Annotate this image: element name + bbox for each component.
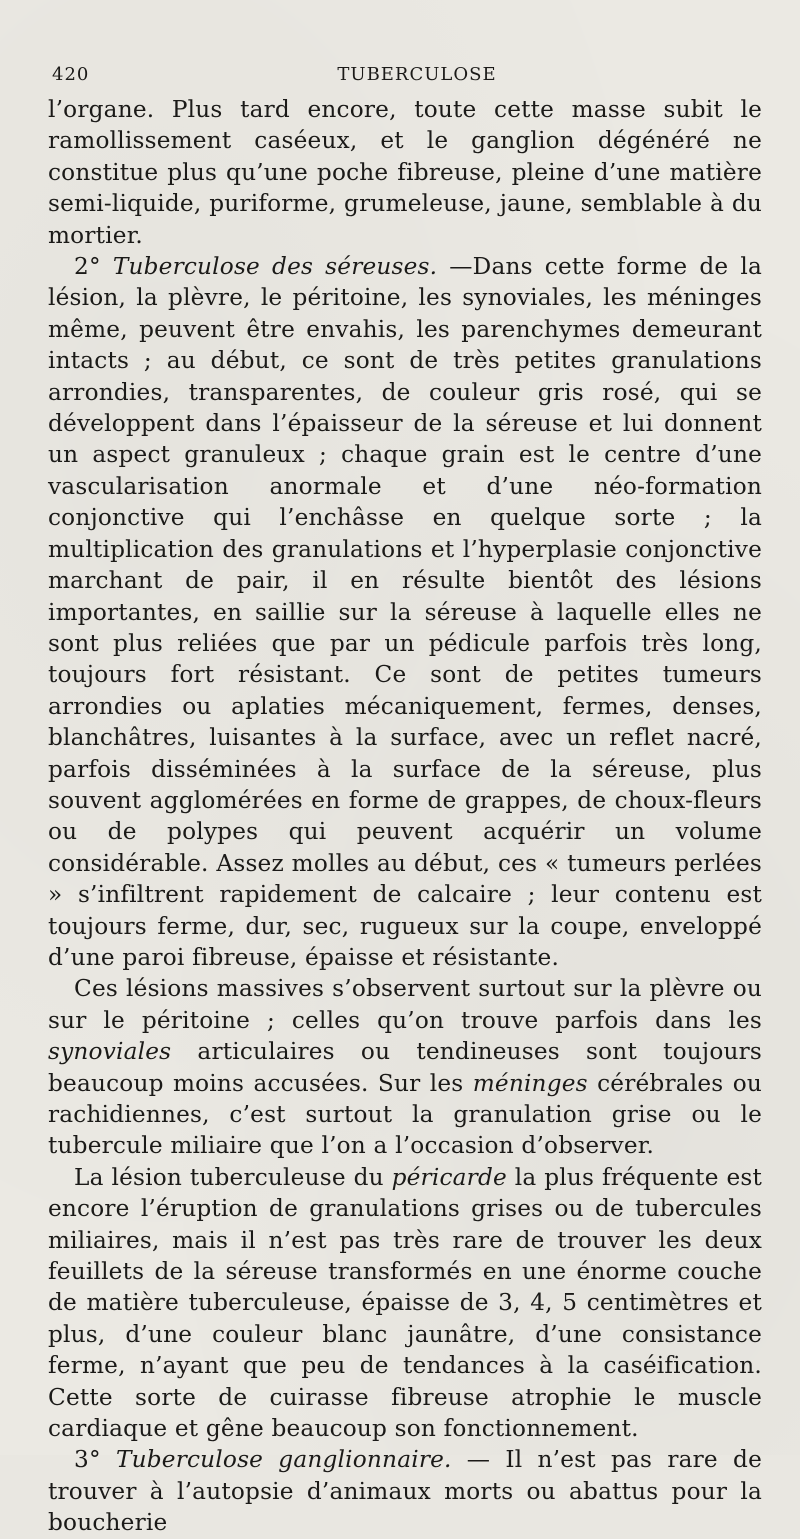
paragraph <box>48 94 762 251</box>
paragraph-text: Ces lésions massives s’observent surtout sur la plèvre ou sur le péritoine ; celles qu’on trouve parfois dans les <box>48 975 762 1034</box>
paragraph-serous-tuberculosis <box>48 251 762 973</box>
section-heading: Tuberculose des séreuses. <box>112 253 438 281</box>
paragraph-text: articulaires ou tendineuses sont toujours beaucoup moins accusées. Sur les <box>48 1038 762 1097</box>
running-head <box>48 58 762 88</box>
emphasis-term: méninges <box>472 1069 588 1097</box>
body-text <box>48 94 762 1539</box>
paragraph-text: La lésion tuberculeuse du <box>74 1163 392 1191</box>
paragraph-text: la plus fréquente est encore l’éruption de granulations grises ou de tubercules miliaires, mais il n’est pas très rare de trouver les deux feuillets de la séreuse transformés en une énorme couche de matière tuberculeuse, épaisse de 3, 4, 5 centimètres et plus, d’une couleur blanc jaunâtre, d’une consistance ferme, n’ayant que peu de tendances à la caséification. Cette sorte de cuirasse fibreuse atrophie le muscle cardiaque et gêne beaucoup son fonctionnement. <box>48 1163 762 1443</box>
paragraph-text: cérébrales ou rachidiennes, c’est surtout la granulation grise ou le tubercule miliaire que l’on a l’occasion d’observer. <box>48 1069 762 1160</box>
paragraph-ganglionic-tuberculosis <box>48 1444 762 1538</box>
section-heading: Tuberculose ganglionnaire. <box>115 1446 452 1474</box>
paragraph <box>48 973 762 1161</box>
paragraph-text: l’organe. Plus tard encore, toute cette masse subit le ramollissement caséeux, et le ganglion dégénéré ne constitue plus qu’une poche fibreuse, pleine d’une matière semi-liquide, puriforme, grumeleuse, jaune, semblable à du mortier. <box>48 96 762 249</box>
paragraph-text: — Il n’est pas rare de trouver à l’autopsie d’animaux morts ou abattus pour la boucherie <box>48 1446 762 1537</box>
page-number: 420 <box>52 64 90 85</box>
section-number: 2° <box>74 253 113 281</box>
emphasis-term: péricarde <box>391 1163 507 1191</box>
paragraph-text: —Dans cette forme de la lésion, la plèvre, le péritoine, les synoviales, les méninges même, peuvent être envahis, les parenchymes demeurant intacts ; au début, ce sont de très petites granulations arrondies, transparentes, de couleur gris rosé, qui se développent dans l’épaisseur de la séreuse et lui donnent un aspect granuleux ; chaque grain est le centre d’une vascularisation anormale et d’une néo-formation conjonctive qui l’enchâsse en quelque sorte ; la multiplication des granulations et l’hyperplasie conjonctive marchant de pair, il en résulte bientôt des lésions importantes, en saillie sur la séreuse à laquelle elles ne sont plus reliées que par un pédicule parfois très long, toujours fort résistant. Ce sont de petites tumeurs arrondies ou aplaties mécaniquement, fermes, denses, blanchâtres, luisantes à la surface, avec un reflet nacré, parfois disséminées à la surface de la séreuse, plus souvent agglomérées en forme de grappes, de choux-fleurs ou de polypes qui peuvent acquérir un volume considérable. Assez molles au début, ces « tumeurs perlées » s’infiltrent rapidement de calcaire ; leur contenu est toujours ferme, dur, sec, rugueux sur la coupe, enveloppé d’une paroi fibreuse, épaisse et résistante. <box>48 253 762 971</box>
emphasis-term: synoviales <box>48 1038 172 1066</box>
section-number: 3° <box>74 1446 116 1474</box>
paragraph <box>48 1162 762 1445</box>
running-title: TUBERCULOSE <box>337 64 497 85</box>
